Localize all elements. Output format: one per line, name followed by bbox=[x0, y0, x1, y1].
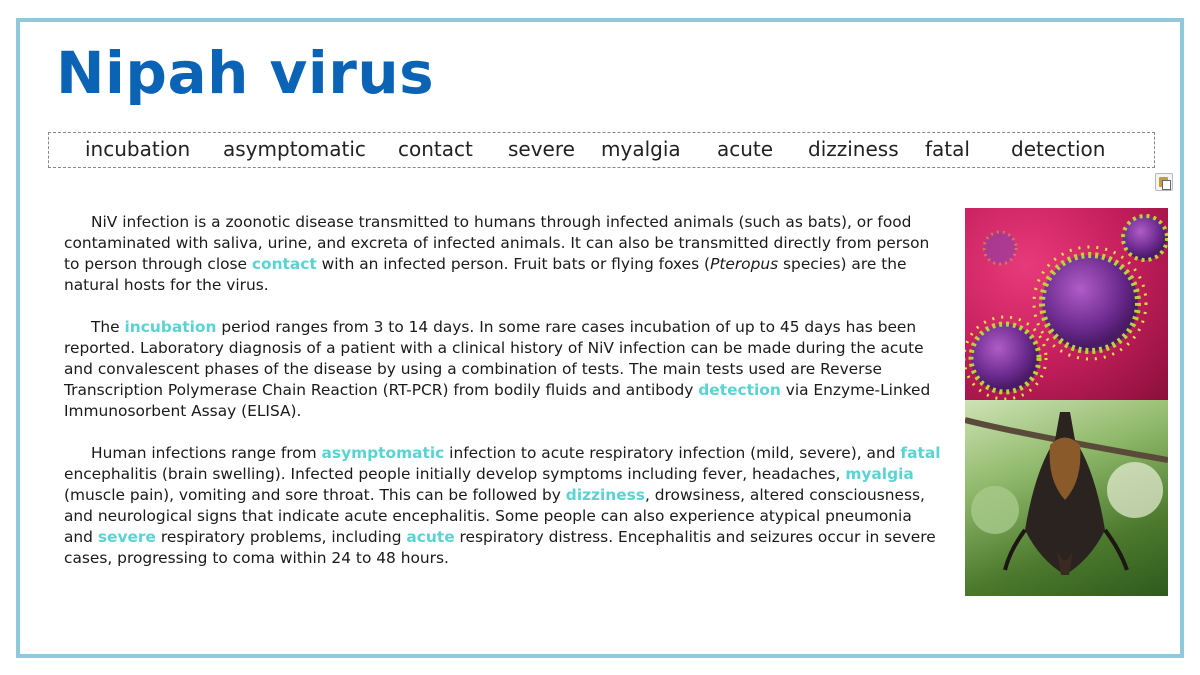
text-segment: period ranges from 3 to 14 days. In some rare cases incubation of up to 45 days has been reported. Laboratory diagnosis of a patient with a clinical history of NiV infection can be made during the acute and convalescent phases of the disease by using a combination of tests. The main tests used are Reverse Transcription Polymerase Chain Reaction (RT-PCR) from bodily fluids and antibody bbox=[64, 318, 924, 399]
text-segment: with an infected person. Fruit bats or flying foxes ( bbox=[316, 255, 711, 273]
virus-image bbox=[965, 208, 1168, 400]
paragraph bbox=[64, 212, 944, 296]
slide-frame bbox=[16, 18, 1184, 658]
word-bank bbox=[48, 132, 1155, 168]
body-text bbox=[64, 212, 944, 590]
italic-term: Pteropus bbox=[710, 255, 779, 273]
keyword-highlight: detection bbox=[698, 381, 781, 399]
bat-image bbox=[965, 400, 1168, 596]
keyword-highlight: acute bbox=[406, 528, 455, 546]
word-bank-item[interactable]: fatal bbox=[925, 137, 970, 161]
word-bank-item[interactable]: detection bbox=[1011, 137, 1106, 161]
text-segment: (muscle pain), vomiting and sore throat. This can be followed by bbox=[64, 486, 566, 504]
paragraph bbox=[64, 317, 944, 422]
word-bank-item[interactable]: acute bbox=[717, 137, 774, 161]
paste-icon[interactable] bbox=[1155, 173, 1173, 191]
text-segment: Human infections range from bbox=[91, 444, 322, 462]
text-segment: respiratory distress. Encephalitis and seizures occur in severe cases, progressing to coma within 24 to 48 hours. bbox=[64, 528, 936, 567]
text-segment: via Enzyme-Linked Immunosorbent Assay (ELISA). bbox=[64, 381, 931, 420]
keyword-highlight: dizziness bbox=[565, 486, 645, 504]
page-title: Nipah virus bbox=[56, 39, 435, 107]
word-bank-item[interactable]: asymptomatic bbox=[223, 137, 366, 161]
keyword-highlight: severe bbox=[97, 528, 156, 546]
keyword-highlight: myalgia bbox=[845, 465, 914, 483]
word-bank-item[interactable]: dizziness bbox=[808, 137, 899, 161]
text-segment: , drowsiness, altered consciousness, and neurological signs that indicate acute encephalitis. Some people can also experience atypical pneumonia and bbox=[64, 486, 925, 546]
word-bank-item[interactable]: myalgia bbox=[601, 137, 681, 161]
keyword-highlight: incubation bbox=[124, 318, 217, 336]
text-segment: respiratory problems, including bbox=[155, 528, 407, 546]
keyword-highlight: asymptomatic bbox=[321, 444, 445, 462]
text-segment: infection to acute respiratory infection (mild, severe), and bbox=[444, 444, 901, 462]
keyword-highlight: contact bbox=[251, 255, 317, 273]
text-segment: NiV infection is a zoonotic disease transmitted to humans through infected animals (such as bats), or food contaminated with saliva, urine, and excreta of infected animals. It can also be transmitted directly from person to person through close bbox=[64, 213, 930, 273]
word-bank-item[interactable]: incubation bbox=[85, 137, 191, 161]
text-segment: encephalitis (brain swelling). Infected people initially develop symptoms including fever, headaches, bbox=[64, 465, 846, 483]
text-segment: The bbox=[91, 318, 125, 336]
word-bank-item[interactable]: severe bbox=[508, 137, 575, 161]
text-segment: species) are the natural hosts for the virus. bbox=[64, 255, 907, 294]
word-bank-item[interactable]: contact bbox=[398, 137, 473, 161]
paragraph bbox=[64, 443, 944, 569]
keyword-highlight: fatal bbox=[900, 444, 941, 462]
